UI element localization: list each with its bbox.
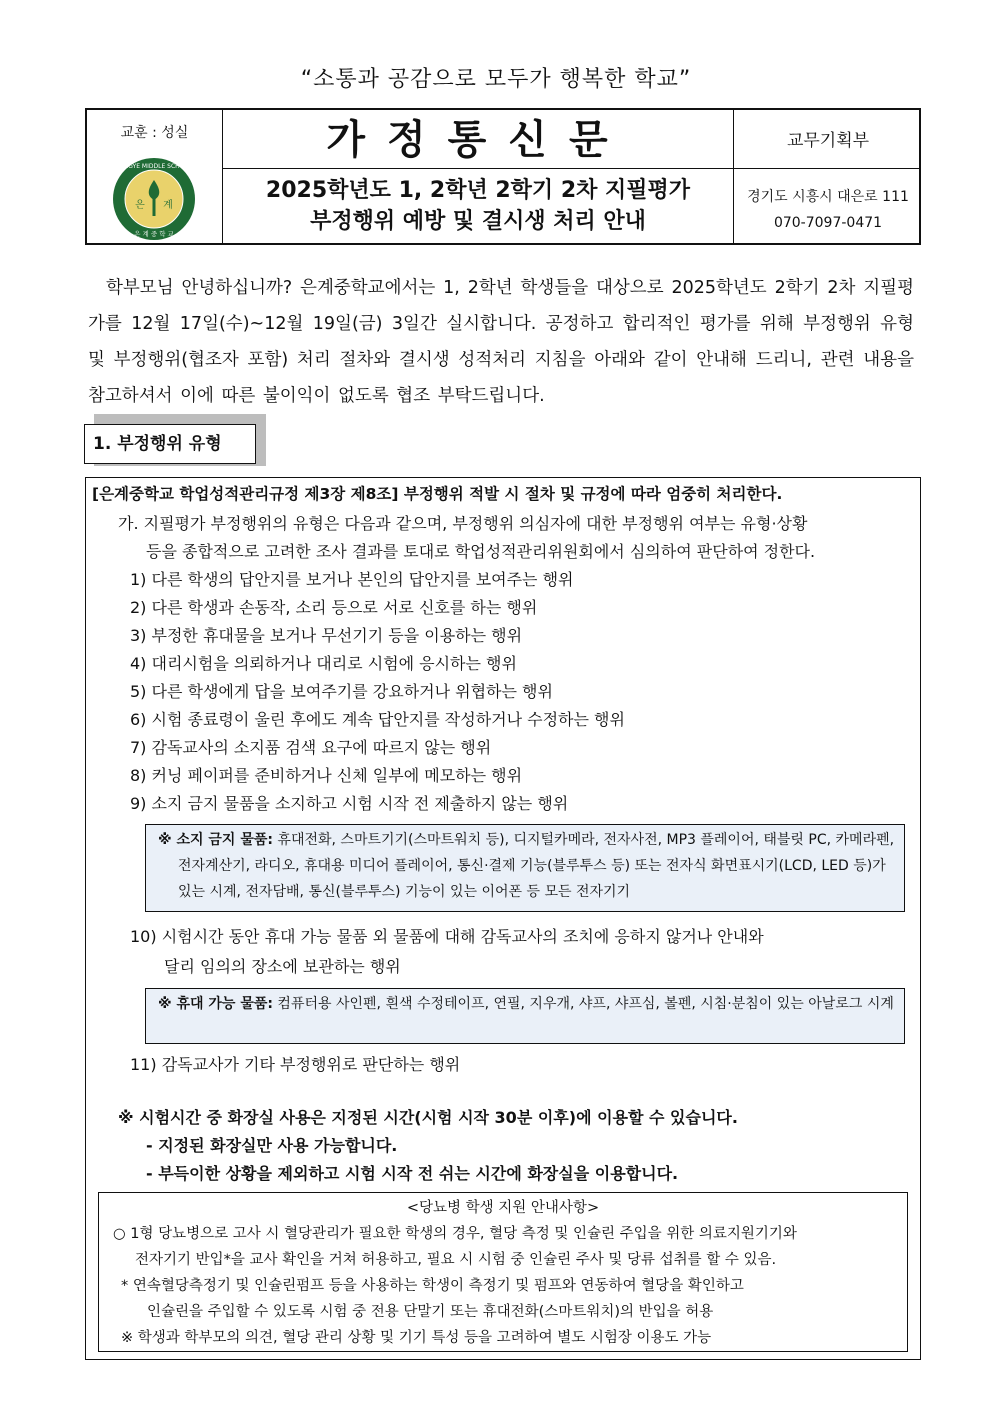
list-item: 7) 감독교사의 소지품 검색 요구에 따르지 않는 행위: [130, 738, 492, 757]
regulation-statement: [은계중학교 학업성적관리규정 제3장 제8조] 부정행위 적발 시 절차 및 규정에 따라 엄중히 처리한다.: [92, 485, 783, 503]
school-phone: 070-7097-0471: [773, 215, 883, 231]
allowed-items-note: ※ 휴대 가능 물품: 컴퓨터용 사인펜, 흰색 수정테이프, 연필, 지우개, 샤프, 샤프심, 볼펜, 시침·분침이 있는 아날로그 시계: [145, 988, 905, 1044]
section-heading: 1. 부정행위 유형: [84, 424, 256, 464]
prohibited-items-note: ※ 소지 금지 물품: 휴대전화, 스마트기기(스마트워치 등), 디지털카메라, 전자사전, MP3 플레이어, 태블릿 PC, 카메라펜, 전자계산기, 라디오, 휴대용 미디어 플레이어, 통신·결제 기능(블루투스 등) 또는 전자식 화면표시기(LCD, LED 등)가 있는 시계, 전자담배, 통신(블루투스) 기능이 있는 이어폰 등 모든 전자기기: [145, 824, 905, 912]
list-item: 4) 대리시험을 의뢰하거나 대리로 시험에 응시하는 행위: [130, 654, 517, 673]
list-item: 3) 부정한 휴대물을 보거나 무선기기 등을 이용하는 행위: [130, 626, 523, 645]
school-address: 경기도 시흥시 대은로 111: [747, 189, 909, 205]
list-item: 2) 다른 학생과 손동작, 소리 등으로 서로 신호를 하는 행위: [130, 598, 538, 617]
list-item: 10) 시험시간 동안 휴대 가능 물품 외 물품에 대해 감독교사의 조치에 응하지 않거나 안내와 달리 임의의 장소에 보관하는 행위: [130, 927, 764, 976]
list-item: 8) 커닝 페이퍼를 준비하거나 신체 일부에 메모하는 행위: [130, 766, 523, 785]
notice-subtitle: 2025학년도 1, 2학년 2학기 2차 지필평가 부정행위 예방 및 결시생 처리 안내: [265, 178, 691, 234]
school-contact: [735, 184, 921, 236]
school-seal-logo: [111, 156, 197, 242]
list-item: 6) 시험 종료령이 울린 후에도 계속 답안지를 작성하거나 수정하는 행위: [130, 710, 625, 729]
violation-list: [130, 566, 910, 818]
department: 교무기획부: [786, 131, 870, 151]
school-motto-label: 교훈 : 성실: [120, 125, 189, 141]
diabetes-support-box: <당뇨병 학생 지원 안내사항> ○ 1형 당뇨병으로 고사 시 혈당관리가 필요한 학생의 경우, 혈당 측정 및 인슐린 주입을 위한 의료지원기기와 전자기기 반입*을 교사 확인을 거쳐 허용하고, 필요 시 시험 중 인슐린 주사 및 당류 섭취를 할 수 있음. * 연속혈당측정기 및 인슐린펌프 등을 사용하는 학생이 측정기 및 펌프와 연동하여 혈당을 확인하고 인슐린을 주입할 수 있도록 시험 중 전용 단말기 또는 휴대전화(스마트워치)의 반입을 허용 ※ 학생과 학부모의 의견, 혈당 관리 상황 및 기기 특성 등을 고려하여 별도 시험장 이용도 가능: [98, 1192, 908, 1352]
letterhead: [85, 108, 921, 245]
document-title: 가정통신문: [326, 117, 630, 163]
restroom-notice: ※ 시험시간 중 화장실 사용은 지정된 시간(시험 시작 30분 이후)에 이용할 수 있습니다. - 지정된 화장실만 사용 가능합니다. - 부득이한 상황을 제외하고 시험 시작 전 쉬는 시간에 화장실을 이용합니다.: [118, 1108, 738, 1183]
intro-paragraph: 학부모님 안녕하십니까? 은계중학교에서는 1, 2학년 학생들을 대상으로 2025학년도 2학기 2차 지필평가를 12월 17일(수)~12월 19일(금) 3일간 실시합니다. 공정하고 합리적인 평가를 위해 부정행위 유형 및 부정행위(협조자 포함) 처리 절차와 결시생 성적처리 지침을 아래와 같이 안내해 드리니, 관련 내용을 참고하셔서 이에 따른 불이익이 없도록 협조 부탁드립니다.: [88, 278, 914, 406]
svg-text:은 계 중 학 교: 은 계 중 학 교: [134, 230, 174, 238]
svg-text:EUNGYE MIDDLE SCHOOL: EUNGYE MIDDLE SCHOOL: [115, 163, 193, 170]
item-ga: 가. 지필평가 부정행위의 유형은 다음과 같으며, 부정행위 의심자에 대한 부정행위 여부는 유형·상황 등을 종합적으로 고려한 조사 결과를 토대로 학업성적관리위원회에서 심의하여 판단하여 정한다.: [118, 514, 816, 561]
diabetes-title: <당뇨병 학생 지원 안내사항>: [406, 1200, 600, 1216]
list-item: 11) 감독교사가 기타 부정행위로 판단하는 행위: [130, 1055, 461, 1074]
list-item: 1) 다른 학생의 답안지를 보거나 본인의 답안지를 보여주는 행위: [130, 570, 574, 589]
school-motto: “소통과 공감으로 모두가 행복한 학교”: [300, 67, 692, 92]
list-item: 9) 소지 금지 물품을 소지하고 시험 시작 전 제출하지 않는 행위: [130, 794, 569, 813]
svg-text:계: 계: [163, 200, 173, 211]
list-item: 5) 다른 학생에게 답을 보여주기를 강요하거나 위협하는 행위: [130, 682, 553, 701]
svg-text:은: 은: [135, 200, 145, 211]
